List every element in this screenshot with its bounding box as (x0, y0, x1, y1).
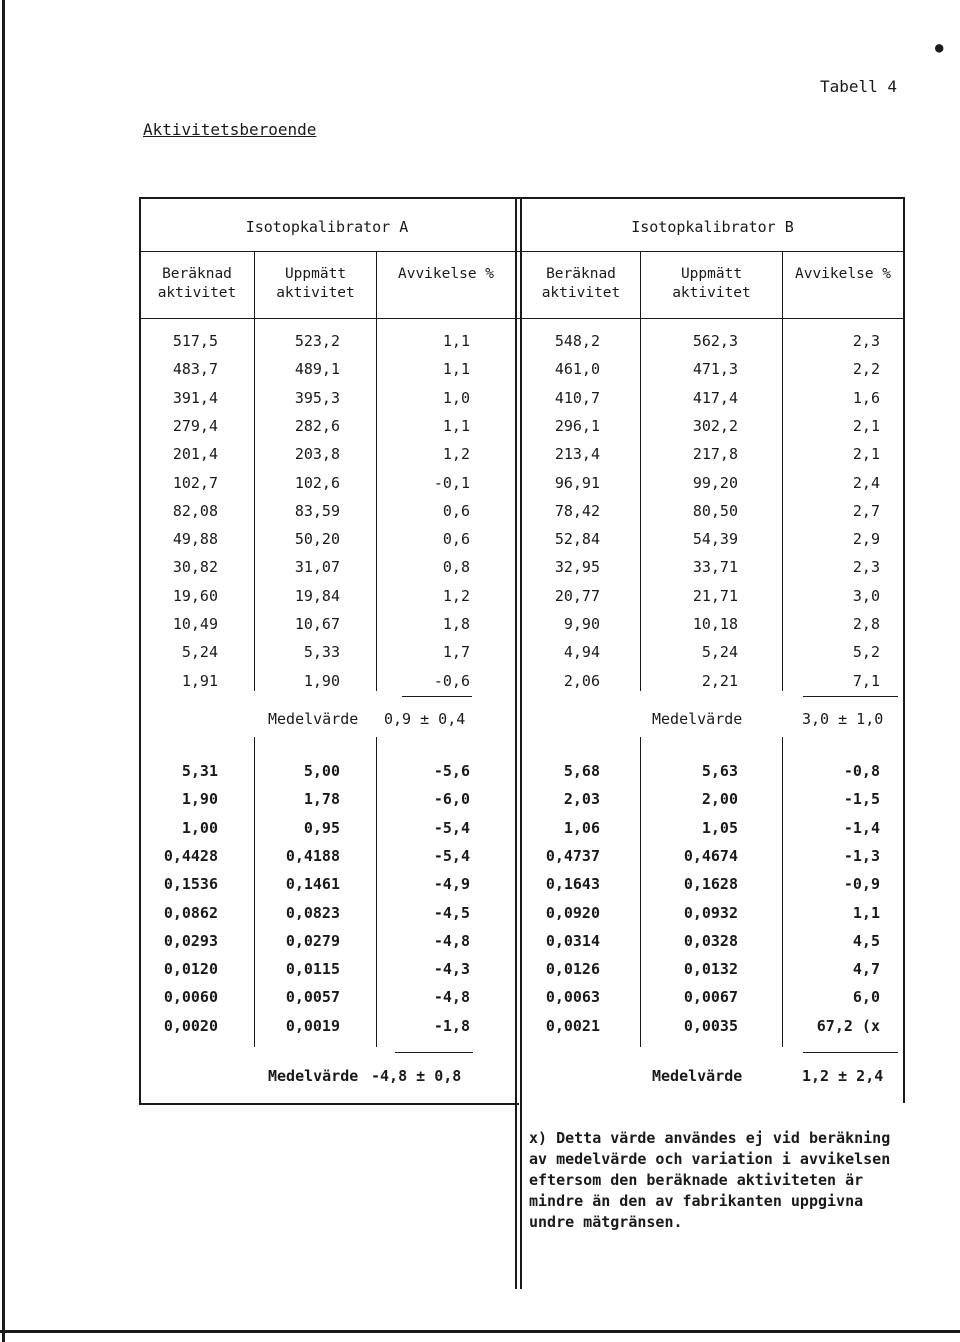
cell-a-calculated: 483,7 (172, 360, 218, 379)
cell-b-measured: 2,00 (701, 790, 738, 809)
cell-b-calculated: 296,1 (554, 416, 600, 435)
cell-a-deviation: 1,1 (442, 360, 470, 379)
cell-b-measured: 0,0035 (683, 1016, 738, 1035)
cell-b-measured: 562,3 (692, 332, 738, 350)
cell-b-deviation: 67,2 (x (816, 1016, 880, 1035)
cell-b-deviation: -0,8 (843, 762, 880, 780)
header-a-measured: Uppmätt aktivitet (276, 266, 355, 301)
cell-a-deviation: -0,6 (433, 671, 470, 690)
cell-b-deviation: 1,6 (852, 388, 880, 407)
cell-a-measured: 0,0823 (285, 903, 340, 922)
cell-a-calculated: 0,0060 (163, 988, 218, 1007)
cell-a-calculated: 49,88 (172, 530, 218, 549)
page-left-edge (2, 0, 5, 1342)
table-number: Tabell 4 (820, 77, 898, 96)
page-bottom-rule (0, 1330, 960, 1333)
cell-b-measured: 80,50 (692, 501, 738, 520)
cell-b-deviation: 2,3 (852, 332, 880, 350)
cell-a-measured: 523,2 (294, 332, 340, 350)
cell-b-deviation: 2,7 (852, 501, 880, 520)
cell-b-calculated: 4,94 (563, 643, 600, 662)
cell-b-measured: 417,4 (692, 388, 738, 407)
cell-a-deviation: -4,5 (433, 903, 470, 922)
cell-b-calculated: 32,95 (554, 558, 600, 577)
cell-b-calculated: 20,77 (554, 586, 600, 605)
cell-b-deviation: 2,9 (852, 530, 880, 549)
cell-a-measured: 102,6 (294, 473, 340, 492)
cell-b-calculated: 0,0920 (545, 903, 600, 922)
cell-a-measured: 5,33 (303, 643, 340, 662)
cell-a-calculated: 517,5 (172, 332, 218, 350)
cell-a-measured: 0,1461 (285, 875, 340, 894)
cell-a-deviation: 0,8 (442, 558, 470, 577)
cell-a-measured: 0,0115 (285, 960, 340, 979)
cell-b-measured: 0,0067 (683, 988, 738, 1007)
cell-a-measured: 10,67 (294, 615, 340, 633)
cell-a-calculated: 0,0293 (163, 931, 218, 950)
cell-a-calculated: 0,0120 (163, 960, 218, 979)
header-b-measured: Uppmätt aktivitet (672, 266, 751, 301)
cell-a-deviation: -5,4 (433, 818, 470, 837)
corner-mark-icon: ● (935, 40, 944, 56)
cell-b-measured: 471,3 (692, 360, 738, 379)
cell-b-deviation: 5,2 (852, 643, 880, 662)
cell-a-calculated: 391,4 (172, 388, 218, 407)
header-b-calculated: Beräknad aktivitet (541, 266, 621, 301)
cell-b-deviation: 3,0 (852, 586, 880, 605)
cell-a-measured: 282,6 (294, 416, 340, 435)
cell-a-measured: 1,78 (303, 790, 340, 809)
cell-a-deviation: 1,7 (442, 643, 470, 662)
cell-b-measured: 5,63 (701, 762, 738, 780)
cell-a-measured: 0,0019 (285, 1016, 340, 1035)
cell-b-measured: 0,0932 (683, 903, 738, 922)
cell-b-calculated: 9,90 (563, 615, 600, 633)
cell-a-calculated: 201,4 (172, 445, 218, 464)
lower-mean-label-b: Medelvärde (652, 1067, 743, 1085)
cell-b-deviation: -1,4 (843, 818, 880, 837)
cell-a-measured: 0,95 (303, 818, 340, 837)
cell-a-measured: 1,90 (303, 671, 340, 690)
cell-a-deviation: 1,1 (442, 332, 470, 350)
cell-a-measured: 203,8 (294, 445, 340, 464)
cell-b-deviation: 2,8 (852, 615, 880, 633)
cell-b-deviation: 2,4 (852, 473, 880, 492)
cell-a-measured: 31,07 (294, 558, 340, 577)
section-title: Aktivitetsberoende (143, 120, 317, 139)
cell-b-deviation: 2,3 (852, 558, 880, 577)
group-b-title: Isotopkalibrator B (631, 218, 794, 236)
cell-a-deviation: -5,6 (433, 762, 470, 780)
cell-b-deviation: -0,9 (843, 875, 880, 894)
cell-a-measured: 489,1 (294, 360, 340, 379)
cell-a-deviation: 1,8 (442, 615, 470, 633)
cell-a-calculated: 5,31 (181, 762, 218, 780)
cell-a-deviation: 1,2 (442, 445, 470, 464)
cell-b-deviation: 4,5 (852, 931, 880, 950)
cell-a-deviation: -4,3 (433, 960, 470, 979)
cell-b-calculated: 0,0126 (545, 960, 600, 979)
cell-a-calculated: 102,7 (172, 473, 218, 492)
cell-a-calculated: 0,4428 (163, 846, 218, 865)
cell-b-calculated: 2,03 (563, 790, 600, 809)
lower-mean-value-a: -4,8 ± 0,8 (371, 1067, 462, 1085)
cell-b-measured: 302,2 (692, 416, 738, 435)
cell-a-deviation: -5,4 (433, 846, 470, 865)
cell-b-measured: 99,20 (692, 473, 738, 492)
upper-mean-value-a: 0,9 ± 0,4 (384, 710, 466, 728)
cell-b-calculated: 96,91 (554, 473, 600, 492)
cell-b-calculated: 461,0 (554, 360, 600, 379)
cell-b-calculated: 78,42 (554, 501, 600, 520)
cell-b-deviation: 6,0 (852, 988, 880, 1007)
cell-b-measured: 54,39 (692, 530, 738, 549)
cell-b-calculated: 410,7 (554, 388, 600, 407)
footnote: x) Detta värde användes ej vid beräkning av medelvärde och variation i avvikelsen eftersom den beräknade aktiviteten är mindre än den av fabrikanten uppgivna undre mätgränsen. (529, 1129, 891, 1231)
cell-b-calculated: 0,1643 (545, 875, 600, 894)
cell-b-calculated: 0,0021 (545, 1016, 600, 1035)
cell-a-deviation: 1,1 (442, 416, 470, 435)
cell-b-measured: 33,71 (692, 558, 738, 577)
cell-b-measured: 0,4674 (683, 846, 738, 865)
cell-a-calculated: 1,00 (181, 818, 218, 837)
cell-b-measured: 2,21 (701, 671, 738, 690)
cell-b-calculated: 548,2 (554, 332, 600, 350)
cell-a-deviation: -6,0 (433, 790, 470, 809)
cell-b-calculated: 0,0314 (545, 931, 600, 950)
cell-a-measured: 5,00 (303, 762, 340, 780)
header-a-deviation: Avvikelse % (397, 266, 495, 282)
cell-b-deviation: 7,1 (852, 671, 880, 690)
cell-a-measured: 50,20 (294, 530, 340, 549)
cell-b-measured: 5,24 (701, 643, 738, 662)
cell-b-deviation: 2,1 (852, 445, 880, 464)
cell-b-measured: 21,71 (692, 586, 738, 605)
cell-b-calculated: 2,06 (563, 671, 600, 690)
group-a-title: Isotopkalibrator A (245, 218, 409, 236)
cell-a-deviation: -4,8 (433, 931, 470, 950)
cell-a-measured: 19,84 (294, 586, 340, 605)
cell-a-calculated: 1,90 (181, 790, 218, 809)
cell-b-deviation: 1,1 (852, 903, 880, 922)
cell-b-measured: 0,0328 (683, 931, 738, 950)
cell-a-calculated: 279,4 (172, 416, 218, 435)
cell-a-calculated: 19,60 (172, 586, 218, 605)
cell-a-deviation: -0,1 (433, 473, 470, 492)
cell-b-calculated: 5,68 (563, 762, 600, 780)
cell-a-measured: 83,59 (294, 501, 340, 520)
cell-a-deviation: 1,0 (442, 388, 470, 407)
cell-b-measured: 217,8 (692, 445, 738, 464)
cell-b-calculated: 0,4737 (545, 846, 600, 865)
cell-b-measured: 0,0132 (683, 960, 738, 979)
cell-a-calculated: 1,91 (181, 671, 218, 690)
cell-a-deviation: -4,9 (433, 875, 470, 894)
cell-b-deviation: 2,2 (852, 360, 880, 379)
cell-a-calculated: 0,0862 (163, 903, 218, 922)
cell-b-deviation: 2,1 (852, 416, 880, 435)
cell-a-deviation: -1,8 (433, 1016, 470, 1035)
cell-b-calculated: 1,06 (563, 818, 600, 837)
upper-mean-value-b: 3,0 ± 1,0 (802, 710, 884, 728)
cell-a-calculated: 5,24 (181, 643, 218, 662)
cell-a-calculated: 0,0020 (163, 1016, 218, 1035)
upper-mean-label-a: Medelvärde (268, 710, 359, 728)
cell-a-measured: 0,0057 (285, 988, 340, 1007)
cell-a-measured: 0,4188 (285, 846, 340, 865)
cell-b-calculated: 213,4 (554, 445, 600, 464)
cell-a-calculated: 10,49 (172, 615, 218, 633)
cell-b-measured: 10,18 (692, 615, 738, 633)
cell-b-deviation: -1,5 (843, 790, 880, 809)
cell-a-deviation: -4,8 (433, 988, 470, 1007)
cell-a-calculated: 82,08 (172, 501, 218, 520)
cell-a-calculated: 0,1536 (163, 875, 218, 894)
header-b-deviation: Avvikelse % (794, 266, 892, 282)
lower-mean-label-a: Medelvärde (268, 1067, 359, 1085)
cell-a-measured: 395,3 (294, 388, 340, 407)
cell-a-deviation: 1,2 (442, 586, 470, 605)
cell-b-measured: 0,1628 (683, 875, 738, 894)
cell-a-deviation: 0,6 (442, 501, 470, 520)
cell-b-deviation: -1,3 (843, 846, 880, 865)
cell-b-deviation: 4,7 (852, 960, 880, 979)
cell-b-calculated: 52,84 (554, 530, 600, 549)
cell-a-calculated: 30,82 (172, 558, 218, 577)
lower-mean-value-b: 1,2 ± 2,4 (802, 1067, 884, 1085)
cell-a-measured: 0,0279 (285, 931, 340, 950)
cell-b-measured: 1,05 (701, 818, 738, 837)
cell-b-calculated: 0,0063 (545, 988, 600, 1007)
cell-a-deviation: 0,6 (442, 530, 470, 549)
header-a-calculated: Beräknad aktivitet (157, 266, 237, 301)
upper-mean-label-b: Medelvärde (652, 710, 743, 728)
